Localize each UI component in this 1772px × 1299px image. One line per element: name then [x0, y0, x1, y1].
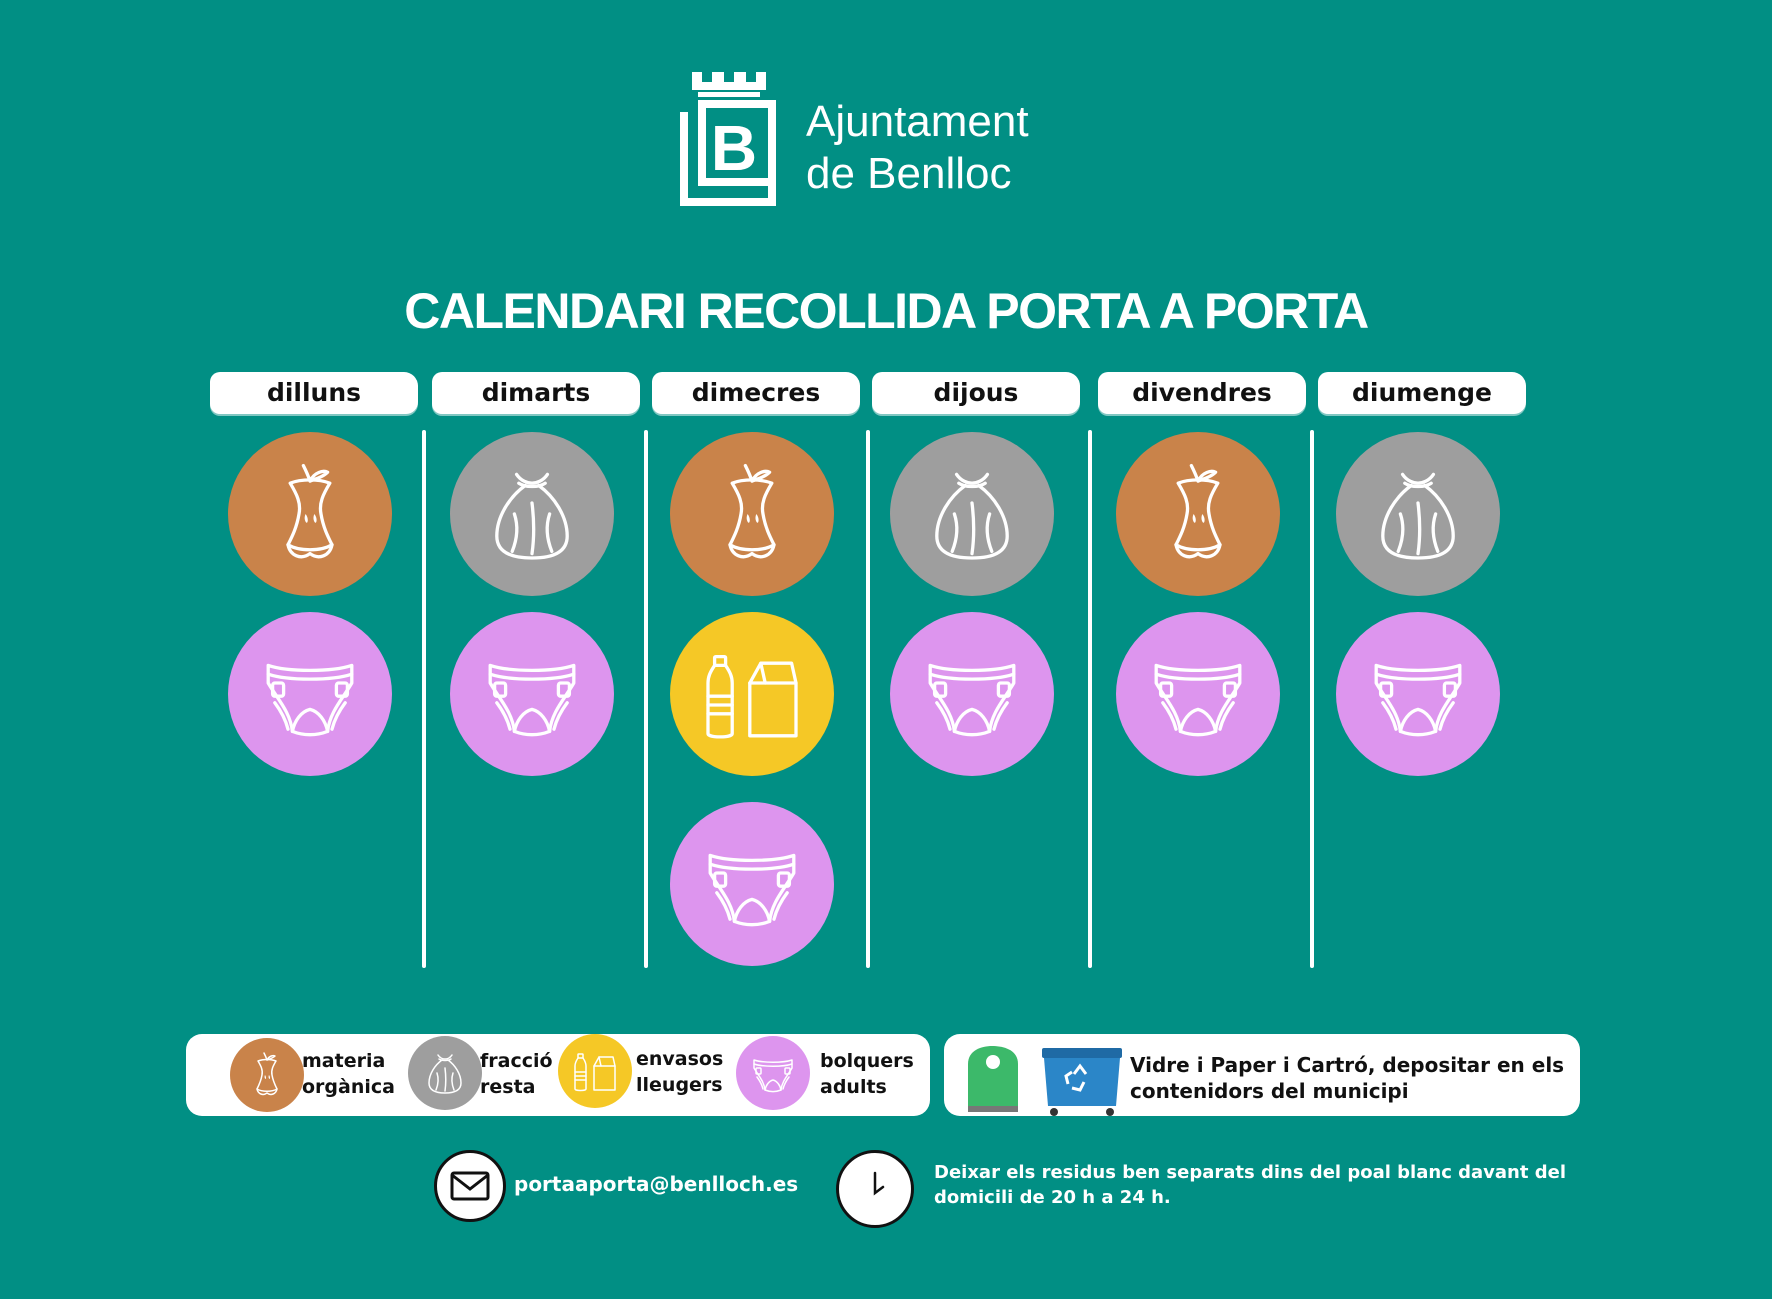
- legend-label: bolquers: [820, 1050, 914, 1072]
- diaper-icon: [890, 612, 1054, 776]
- column-divider: [1310, 430, 1314, 968]
- legend-box: [186, 1034, 930, 1116]
- diaper-icon: [228, 612, 392, 776]
- apple-core-icon: [228, 432, 392, 596]
- column-divider: [422, 430, 426, 968]
- day-label: dijous: [872, 372, 1080, 414]
- bottle-carton-icon: [558, 1034, 632, 1108]
- logo-text: [806, 96, 1029, 200]
- column-divider: [1088, 430, 1092, 968]
- containers-note: Vidre i Paper i Cartró, depositar en els contenidors del municipi: [1130, 1053, 1565, 1103]
- legend-label: lleugers: [636, 1074, 723, 1096]
- day-label: dimecres: [652, 372, 860, 414]
- page-title: CALENDARI RECOLLIDA PORTA A PORTA: [404, 283, 1368, 339]
- legend-label: orgànica: [302, 1076, 395, 1098]
- legend-label: fracció: [480, 1050, 553, 1072]
- containers-note-box: [944, 1034, 1580, 1116]
- apple-core-icon: [230, 1038, 304, 1112]
- trash-bag-icon: [408, 1036, 482, 1110]
- day-label: diumenge: [1318, 372, 1526, 414]
- diaper-icon: [450, 612, 614, 776]
- diaper-icon: [736, 1036, 810, 1110]
- recycling-containers-icon: [962, 1044, 1122, 1116]
- day-label: dilluns: [210, 372, 418, 414]
- clock-icon: [836, 1150, 914, 1228]
- day-label: dimarts: [432, 372, 640, 414]
- svg-text:B: B: [710, 112, 758, 184]
- mail-icon: [434, 1150, 506, 1222]
- bottle-carton-icon: [670, 612, 834, 776]
- column-divider: [866, 430, 870, 968]
- legend-label: envasos: [636, 1048, 724, 1070]
- diaper-icon: [670, 802, 834, 966]
- apple-core-icon: [1116, 432, 1280, 596]
- trash-bag-icon: [450, 432, 614, 596]
- logo-line-2: de Benlloc: [806, 149, 1012, 198]
- logo-line-1: Ajuntament: [806, 97, 1029, 146]
- legend-label: resta: [480, 1076, 536, 1098]
- column-divider: [644, 430, 648, 968]
- trash-bag-icon: [1336, 432, 1500, 596]
- schedule-note: Deixar els residus ben separats dins del poal blanc davant del domicili de 20 h a 24 h.: [934, 1162, 1566, 1208]
- legend-label: adults: [820, 1076, 887, 1098]
- legend-label: materia: [302, 1050, 386, 1072]
- diaper-icon: [1336, 612, 1500, 776]
- diaper-icon: [1116, 612, 1280, 776]
- day-label: divendres: [1098, 372, 1306, 414]
- contact-email[interactable]: portaaporta@benlloch.es: [514, 1172, 799, 1196]
- benlloc-logo-icon: [680, 72, 776, 206]
- trash-bag-icon: [890, 432, 1054, 596]
- apple-core-icon: [670, 432, 834, 596]
